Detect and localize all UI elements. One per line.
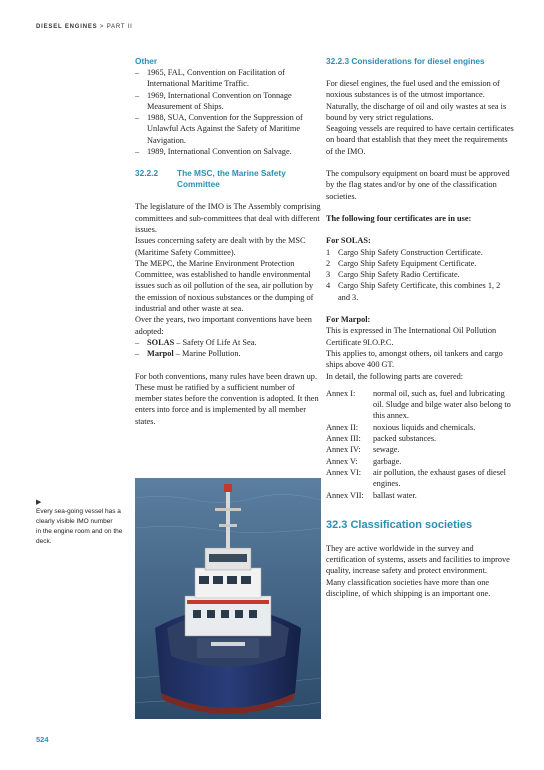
- list-item: – 1965, FAL, Convention on Facilitation of International Maritime Traffic.: [135, 67, 321, 90]
- caption-line: Every sea-going vessel has a clearly visible IMO number: [36, 508, 121, 525]
- solas-certificates-list: [326, 247, 514, 303]
- ship-illustration: [135, 478, 321, 719]
- list-item: 2 Cargo Ship Safety Equipment Certificate.: [326, 258, 477, 268]
- header-part: PART II: [106, 24, 133, 30]
- paragraph: Many classification societies have more than one discipline, of which shipping is an important one.: [326, 577, 491, 598]
- solas-heading: For SOLAS:: [326, 236, 371, 246]
- paragraph: Issues concerning safety are dealt with by the MSC (Maritime Safety Committee).: [135, 236, 306, 257]
- list-item: – SOLAS – Safety Of Life At Sea.: [135, 337, 321, 348]
- paragraph: In detail, the following parts are covered:: [326, 371, 464, 381]
- photo-caption: [36, 498, 132, 547]
- table-row: Annex II: noxious liquids and chemicals.: [326, 422, 476, 432]
- conventions-list: [135, 337, 321, 360]
- running-header: [36, 24, 133, 30]
- table-row: Annex I: normal oil, such as, fuel and lubricating oil. Sludge and bilge water also belong to this annex.: [326, 388, 511, 421]
- paragraph: Over the years, two important conventions have been adopted:: [135, 315, 312, 336]
- list-item: – 1989, International Convention on Salvage.: [135, 146, 321, 157]
- caption-arrow-icon: ▶: [36, 499, 42, 506]
- list-item: 3 Cargo Ship Safety Radio Certificate.: [326, 270, 460, 280]
- table-row: Annex VII: ballast water.: [326, 490, 417, 500]
- paragraph: They are active worldwide in the survey and certification of systems, assets and facilities to improve quality, increase safety and protect environment.: [326, 543, 510, 576]
- list-item: – Marpol – Marine Pollution.: [135, 348, 321, 359]
- caption-line: in the engine room and on the deck.: [36, 528, 123, 545]
- paragraph: The MEPC, the Marine Environment Protection Committee, was established to handle environmental issues such as oil pollution of the sea, air pollution by the emission of noxious substances or the dumping of industrial and other waste at sea.: [135, 258, 314, 314]
- list-item: 4 Cargo Ship Safety Certificate, this combines 1, 2 and 3.: [326, 281, 501, 302]
- header-section: DIESEL ENGINES: [36, 24, 98, 30]
- header-separator: >: [99, 24, 105, 30]
- section-32-2-2-heading: [135, 168, 321, 190]
- table-row: Annex IV: sewage.: [326, 445, 400, 455]
- table-row: Annex V: garbage.: [326, 456, 402, 466]
- paragraph: The legislature of the IMO is The Assembly comprising committees and sub-committees that deal with different issues.: [135, 202, 321, 234]
- section-32-3-heading: 32.3 Classification societies: [326, 518, 473, 531]
- other-heading: Other: [135, 56, 158, 66]
- other-list: [135, 67, 321, 157]
- section-number: 32.2.2: [135, 168, 159, 179]
- ship-photo: [135, 478, 321, 719]
- marpol-heading: For Marpol:: [326, 315, 371, 325]
- paragraph: For both conventions, many rules have been drawn up. These must be ratified by a sufficient number of member states before the convention is adopted. It then enters into force and is implemented by all member states.: [135, 371, 319, 426]
- table-row: Annex VI: air pollution, the exhaust gases of diesel engines.: [326, 467, 506, 489]
- paragraph: This applies to, amongst others, oil tankers and cargo ships above 400 GT.: [326, 348, 503, 370]
- annex-table: [326, 388, 514, 501]
- list-item: – 1988, SUA, Convention for the Suppression of Unlawful Acts Against the Safety of Maritime Navigation.: [135, 112, 321, 146]
- paragraph: For diesel engines, the fuel used and the emission of noxious substances is of the utmost importance. Naturally, the discharge of oil and oily wastes at sea is bound by very strict regulations.: [326, 79, 507, 122]
- list-item: – 1969, International Convention on Tonnage Measurement of Ships.: [135, 90, 321, 113]
- paragraph: This is expressed in The International Oil Pollution Certificate 9I.O.P.C.: [326, 326, 497, 347]
- section-title: The MSC, the Marine Safety Committee: [177, 168, 286, 190]
- right-column: [326, 56, 514, 599]
- paragraph: Seagoing vessels are required to have certain certificates on board that establish that they meet the requirements of the IMO.: [326, 124, 514, 156]
- paragraph: The compulsory equipment on board must be approved by the flag states and/or by one of the classification societies.: [326, 169, 510, 201]
- table-row: Annex III: packed substances.: [326, 434, 437, 444]
- page-number: 524: [36, 735, 49, 744]
- certificates-heading: The following four certificates are in use:: [326, 213, 472, 223]
- section-32-2-3-heading: 32.2.3 Considerations for diesel engines: [326, 56, 485, 66]
- list-item: 1 Cargo Ship Safety Construction Certificate.: [326, 247, 483, 257]
- left-column: [135, 56, 321, 427]
